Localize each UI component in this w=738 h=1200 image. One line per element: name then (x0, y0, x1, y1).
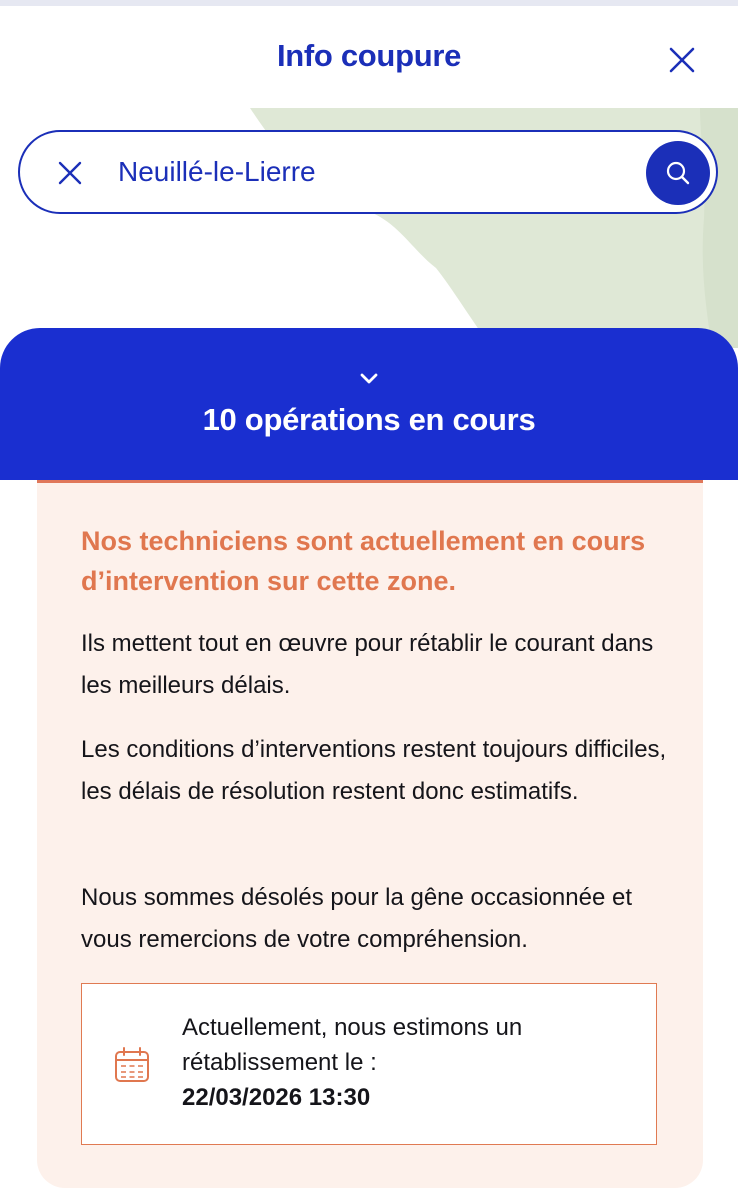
close-icon (668, 46, 696, 74)
outage-info-card (37, 480, 703, 1188)
search-bar (18, 130, 718, 214)
restoration-estimate-box (81, 983, 657, 1145)
search-button[interactable] (646, 141, 710, 205)
search-input[interactable] (118, 150, 618, 194)
page-title: Info coupure (276, 38, 462, 73)
top-divider (0, 0, 738, 6)
info-heading: Nos techniciens sont actuellement en cours d’intervention sur cette zone. (81, 526, 646, 596)
close-icon (57, 160, 83, 186)
calendar-icon (112, 1045, 152, 1085)
estimate-datetime: 22/03/2026 13:30 (182, 1084, 371, 1111)
search-icon (663, 158, 693, 188)
estimate-text (182, 1010, 622, 1115)
estimate-label: Actuellement, nous estimons un rétablissement le : (182, 1014, 523, 1076)
info-paragraph: Ils mettent tout en œuvre pour rétablir le courant dans les meilleurs délais. (81, 630, 654, 699)
close-button[interactable] (660, 38, 704, 82)
operations-toggle[interactable] (0, 328, 738, 480)
info-paragraph: Nous sommes désolés pour la gêne occasionnée et vous remercions de votre compréhension. (81, 884, 632, 953)
clear-search-button[interactable] (50, 153, 90, 193)
chevron-down-icon (354, 368, 384, 390)
info-paragraph: Les conditions d’interventions restent toujours difficiles, les délais de résolution restent donc estimatifs. (81, 736, 667, 805)
operations-count-title: 10 opérations en cours (202, 402, 536, 437)
